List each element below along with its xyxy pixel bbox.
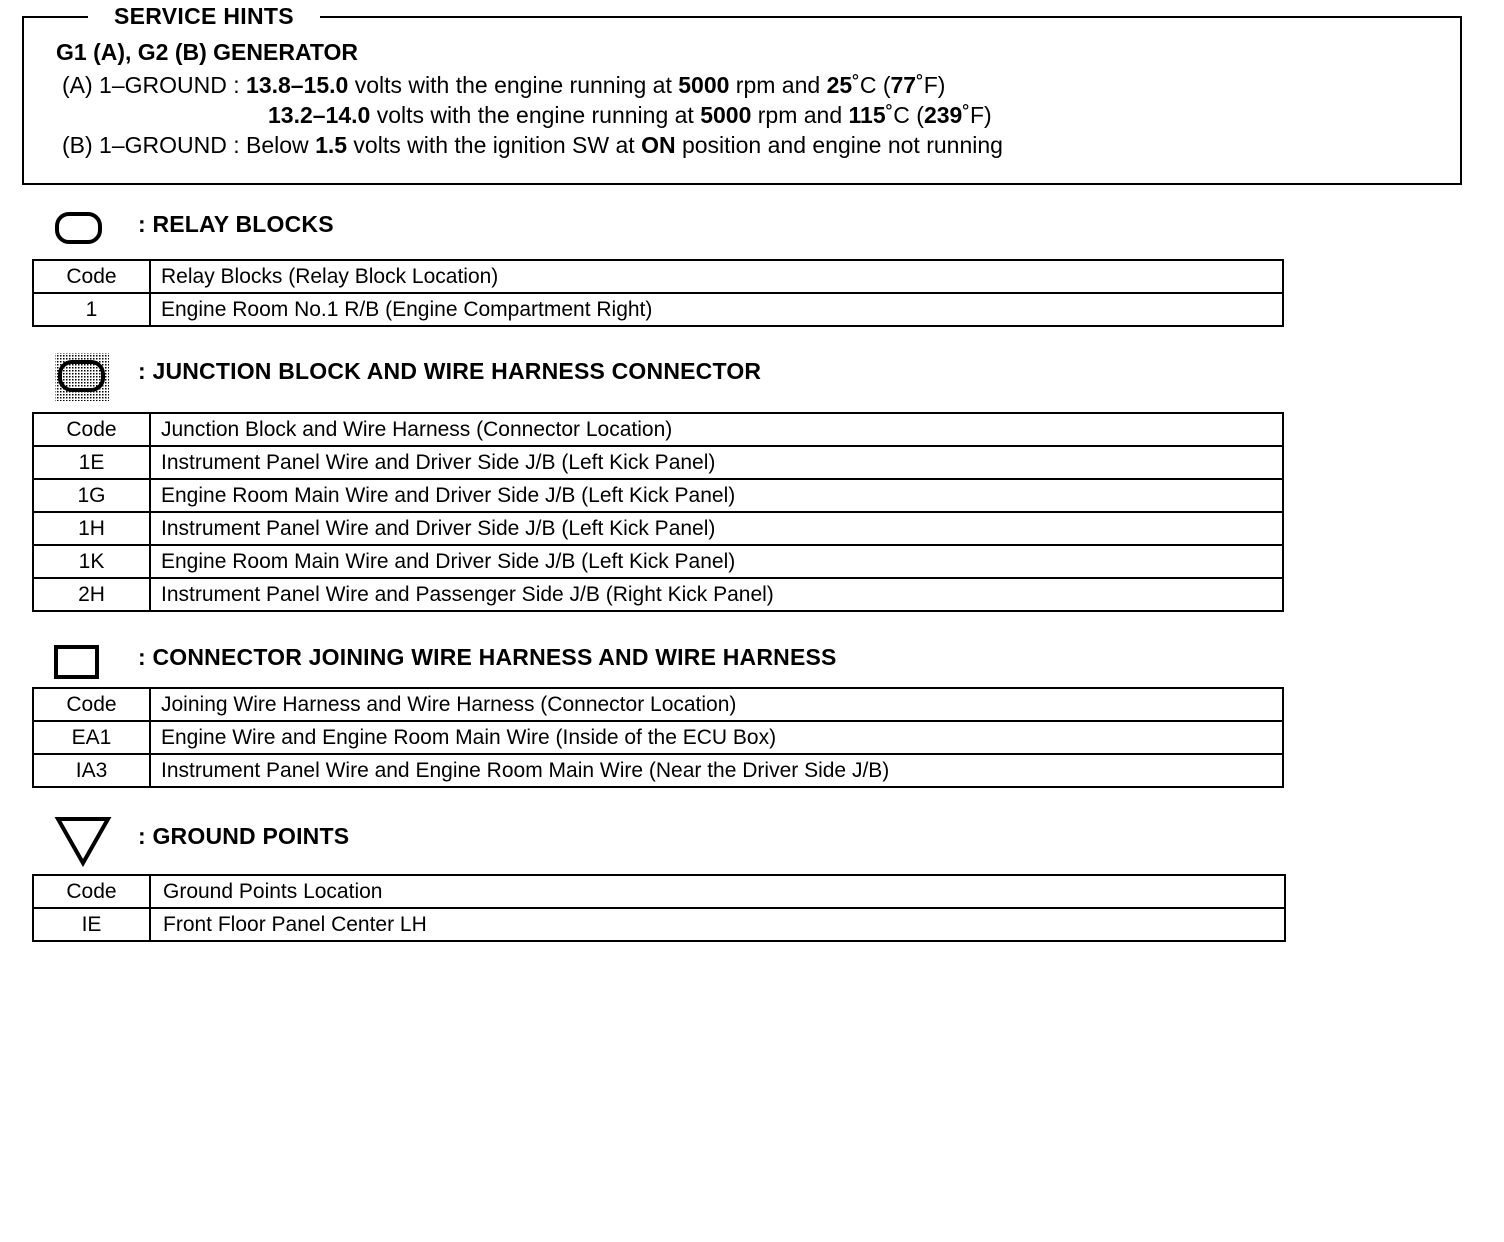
row-desc: Engine Room Main Wire and Driver Side J/B (Left Kick Panel) <box>150 479 1283 512</box>
row-desc: Instrument Panel Wire and Driver Side J/B (Left Kick Panel) <box>150 512 1283 545</box>
hint-a1-voltage: 13.8–15.0 <box>246 72 349 98</box>
header-desc: Relay Blocks (Relay Block Location) <box>150 260 1283 293</box>
header-code: Code <box>33 413 150 446</box>
header-desc: Joining Wire Harness and Wire Harness (Connector Location) <box>150 688 1283 721</box>
table-row <box>33 545 1283 578</box>
hint-a2-celsius: 115 <box>848 102 886 128</box>
table-header-row <box>33 688 1283 721</box>
row-desc: Instrument Panel Wire and Passenger Side J/B (Right Kick Panel) <box>150 578 1283 611</box>
hint-b-prefix: (B) 1–GROUND : Below <box>62 132 316 158</box>
header-code: Code <box>33 875 150 908</box>
hint-a2-text2: rpm and <box>751 102 849 128</box>
hint-a2-rpm: 5000 <box>700 102 752 128</box>
relay-block-icon <box>54 210 104 246</box>
row-code: 1K <box>33 545 150 578</box>
relay-blocks-title: : RELAY BLOCKS <box>138 211 334 237</box>
hint-b-text2: position and engine not running <box>675 132 1003 158</box>
table-header-row <box>33 875 1285 908</box>
table-row <box>33 293 1283 326</box>
hint-a2-text3: ˚C ( <box>885 102 924 128</box>
table-header-row <box>33 260 1283 293</box>
row-desc: Instrument Panel Wire and Driver Side J/B (Left Kick Panel) <box>150 446 1283 479</box>
hint-line-a2 <box>268 101 992 129</box>
hint-a1-text1: volts with the engine running at <box>348 72 679 98</box>
ground-point-icon <box>54 815 112 867</box>
row-code: 2H <box>33 578 150 611</box>
table-header-row <box>33 413 1283 446</box>
row-code: 1G <box>33 479 150 512</box>
row-code: 1 <box>33 293 150 326</box>
header-desc: Junction Block and Wire Harness (Connector Location) <box>150 413 1283 446</box>
row-code: IA3 <box>33 754 150 787</box>
row-desc: Engine Room No.1 R/B (Engine Compartment Right) <box>150 293 1283 326</box>
hint-a2-text4: ˚F) <box>962 102 992 128</box>
hint-a2-fahrenheit: 239 <box>923 102 963 128</box>
hint-a1-rpm: 5000 <box>678 72 730 98</box>
connectors-title: : CONNECTOR JOINING WIRE HARNESS AND WIRE HARNESS <box>138 644 837 670</box>
row-code: IE <box>33 908 150 941</box>
hint-a2-voltage: 13.2–14.0 <box>268 102 371 128</box>
generator-title: G1 (A), G2 (B) GENERATOR <box>56 39 358 65</box>
hint-line-a1 <box>62 71 945 99</box>
hint-a1-fahrenheit: 77 <box>890 72 917 98</box>
row-desc: Engine Wire and Engine Room Main Wire (Inside of the ECU Box) <box>150 721 1283 754</box>
hint-a1-text2: rpm and <box>729 72 827 98</box>
service-hints-title: SERVICE HINTS <box>88 3 320 29</box>
hint-a1-celsius: 25 <box>826 72 853 98</box>
hint-a1-text4: ˚F) <box>916 72 946 98</box>
ground-points-title: : GROUND POINTS <box>138 823 350 849</box>
row-desc: Engine Room Main Wire and Driver Side J/B (Left Kick Panel) <box>150 545 1283 578</box>
hint-b-voltage: 1.5 <box>315 132 348 158</box>
ground-points-table <box>32 874 1286 942</box>
hint-b-text1: volts with the ignition SW at <box>347 132 642 158</box>
relay-blocks-table <box>32 259 1284 327</box>
row-code: 1H <box>33 512 150 545</box>
hint-line-b <box>62 131 1003 159</box>
row-desc: Instrument Panel Wire and Engine Room Main Wire (Near the Driver Side J/B) <box>150 754 1283 787</box>
table-row <box>33 721 1283 754</box>
header-code: Code <box>33 688 150 721</box>
connectors-table <box>32 687 1284 788</box>
table-row <box>33 446 1283 479</box>
hint-a1-prefix: (A) 1–GROUND : <box>62 72 247 98</box>
row-code: EA1 <box>33 721 150 754</box>
table-row <box>33 908 1285 941</box>
table-row <box>33 754 1283 787</box>
table-row <box>33 512 1283 545</box>
row-code: 1E <box>33 446 150 479</box>
junction-block-icon <box>54 352 110 402</box>
table-row <box>33 479 1283 512</box>
header-desc: Ground Points Location <box>150 875 1285 908</box>
connector-icon <box>54 644 100 680</box>
junction-blocks-table <box>32 412 1284 612</box>
table-row <box>33 578 1283 611</box>
hint-a1-text3: ˚C ( <box>852 72 891 98</box>
junction-blocks-title: : JUNCTION BLOCK AND WIRE HARNESS CONNECTOR <box>138 358 762 384</box>
hint-b-state: ON <box>641 132 676 158</box>
row-desc: Front Floor Panel Center LH <box>150 908 1285 941</box>
header-code: Code <box>33 260 150 293</box>
hint-a2-text1: volts with the engine running at <box>370 102 701 128</box>
